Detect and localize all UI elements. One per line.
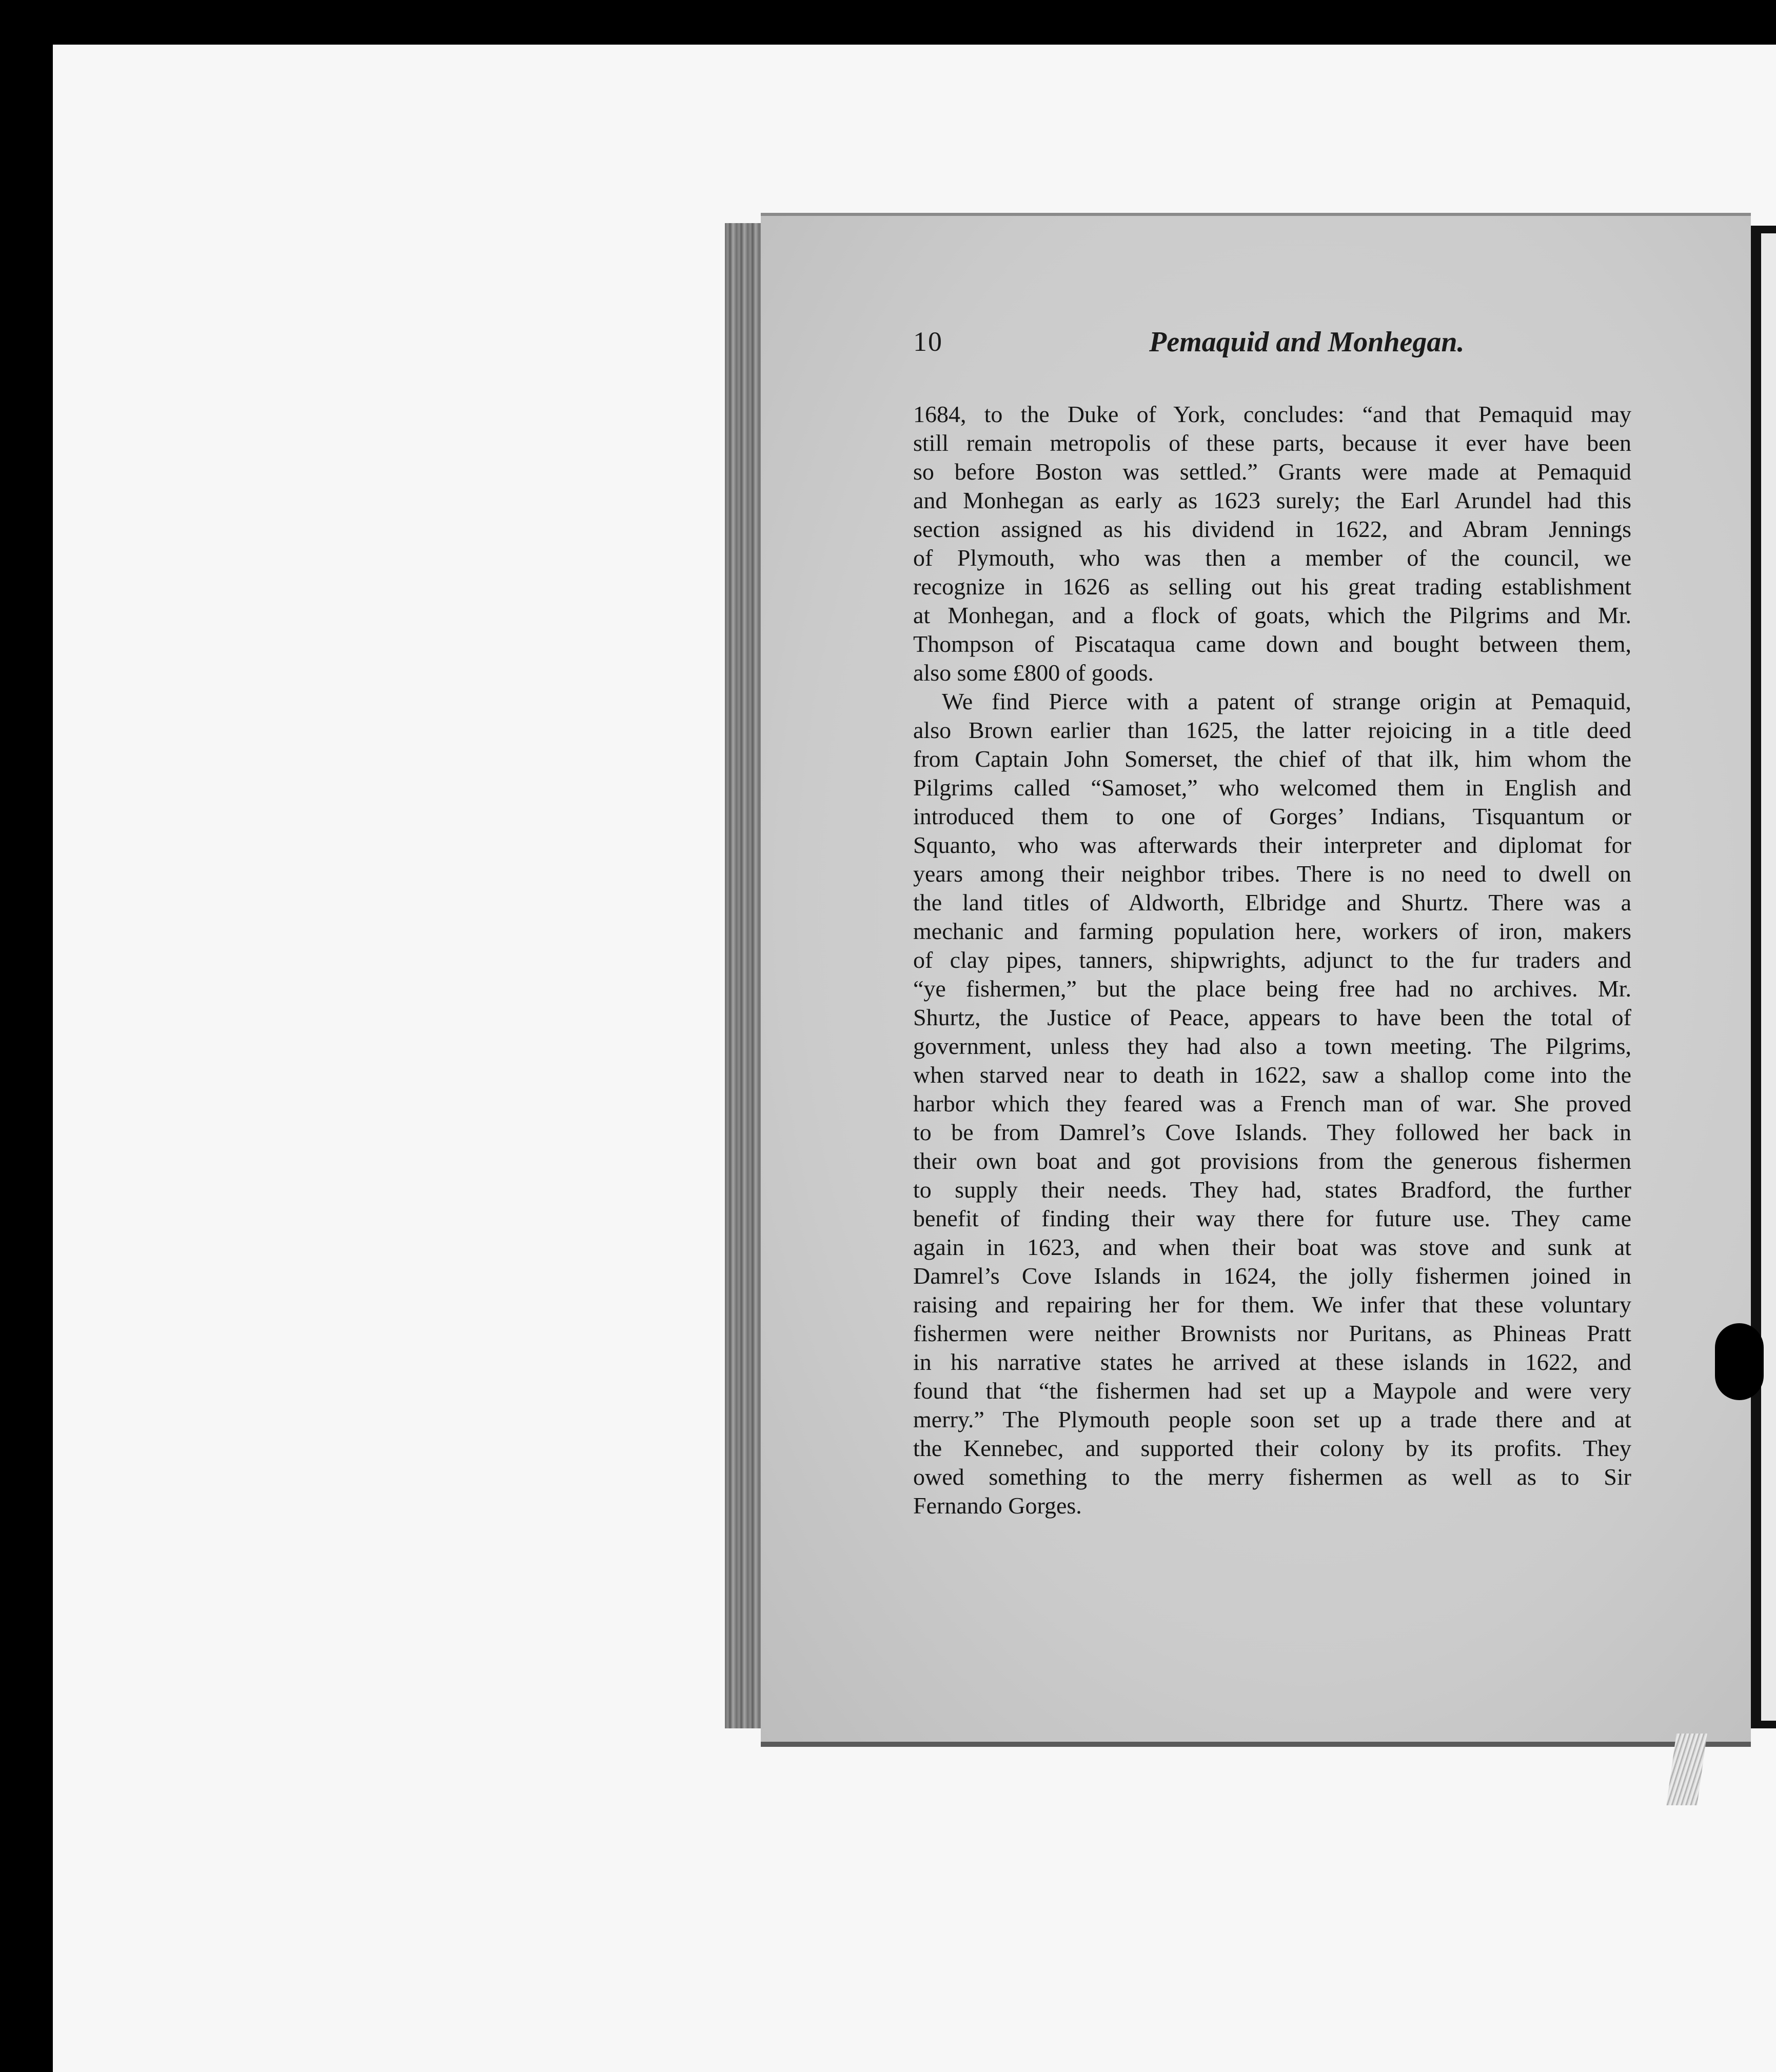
- text-line: of clay pipes, tanners, shipwrights, adjunct to the fur traders and: [913, 947, 1631, 973]
- text-line: years among their neighbor tribes. There is no need to dwell on: [913, 861, 1631, 887]
- text-line: Pilgrims called “Samoset,” who welcomed them in English and: [913, 774, 1631, 801]
- text-line: fishermen were neither Brownists nor Puritans, as Phineas Pratt: [913, 1320, 1631, 1346]
- text-line: Thompson of Piscataqua came down and bought between them,: [913, 631, 1631, 657]
- text-line: again in 1623, and when their boat was stove and sunk at: [913, 1234, 1631, 1260]
- page-title: Pemaquid and Monhegan.: [1149, 326, 1465, 358]
- text-line: to be from Damrel’s Cove Islands. They followed her back in: [913, 1119, 1631, 1145]
- text-line: Fernando Gorges.: [913, 1492, 1082, 1519]
- text-line: mechanic and farming population here, workers of iron, makers: [913, 918, 1631, 944]
- text-line: recognize in 1626 as selling out his great trading establishment: [913, 573, 1631, 600]
- text-line: the Kennebec, and supported their colony by its profits. They: [913, 1435, 1631, 1461]
- facing-page-edge: [1761, 233, 1776, 1721]
- text-line: from Captain John Somerset, the chief of that ilk, him whom the: [913, 746, 1631, 772]
- text-line: and Monhegan as early as 1623 surely; the Earl Arundel had this: [913, 487, 1631, 513]
- text-line: Shurtz, the Justice of Peace, appears to have been the total of: [913, 1004, 1631, 1030]
- text-line: at Monhegan, and a flock of goats, which the Pilgrims and Mr.: [913, 602, 1631, 628]
- text-line: of Plymouth, who was then a member of the council, we: [913, 545, 1631, 571]
- binding-clip: [1715, 1323, 1764, 1400]
- text-line: also Brown earlier than 1625, the latter rejoicing in a title deed: [913, 717, 1631, 743]
- page-edges: [725, 223, 763, 1728]
- text-line: to supply their needs. They had, states Bradford, the further: [913, 1177, 1631, 1203]
- running-head: [200, 326, 1657, 372]
- page-number: 10: [913, 326, 943, 357]
- text-line: found that “the fishermen had set up a Maypole and were very: [913, 1378, 1631, 1404]
- text-line: when starved near to death in 1622, saw a shallop come into the: [913, 1062, 1631, 1088]
- text-line: introduced them to one of Gorges’ Indians, Tisquantum or: [913, 803, 1631, 829]
- text-line: benefit of finding their way there for future use. They came: [913, 1205, 1631, 1231]
- text-line: section assigned as his dividend in 1622, and Abram Jennings: [913, 516, 1631, 542]
- text-line: We find Pierce with a patent of strange origin at Pemaquid,: [942, 688, 1631, 714]
- text-line: the land titles of Aldworth, Elbridge and Shurtz. There was a: [913, 889, 1631, 915]
- body-text: [913, 400, 1631, 1520]
- text-line: so before Boston was settled.” Grants were made at Pemaquid: [913, 459, 1631, 485]
- text-line: also some £800 of goods.: [913, 660, 1154, 686]
- text-line: “ye fishermen,” but the place being free had no archives. Mr.: [913, 975, 1631, 1002]
- text-line: merry.” The Plymouth people soon set up a trade there and at: [913, 1406, 1631, 1432]
- text-line: government, unless they had also a town meeting. The Pilgrims,: [913, 1033, 1631, 1059]
- text-line: Damrel’s Cove Islands in 1624, the jolly fishermen joined in: [913, 1263, 1631, 1289]
- text-line: Squanto, who was afterwards their interpreter and diplomat for: [913, 832, 1631, 858]
- text-line: harbor which they feared was a French man of war. She proved: [913, 1090, 1631, 1117]
- text-line: in his narrative states he arrived at these islands in 1622, and: [913, 1349, 1631, 1375]
- text-line: owed something to the merry fishermen as well as to Sir: [913, 1464, 1631, 1490]
- text-line: their own boat and got provisions from the generous fishermen: [913, 1148, 1631, 1174]
- text-line: raising and repairing her for them. We infer that these voluntary: [913, 1291, 1631, 1318]
- text-line: still remain metropolis of these parts, because it ever have been: [913, 430, 1631, 456]
- text-line: 1684, to the Duke of York, concludes: “and that Pemaquid may: [913, 401, 1631, 427]
